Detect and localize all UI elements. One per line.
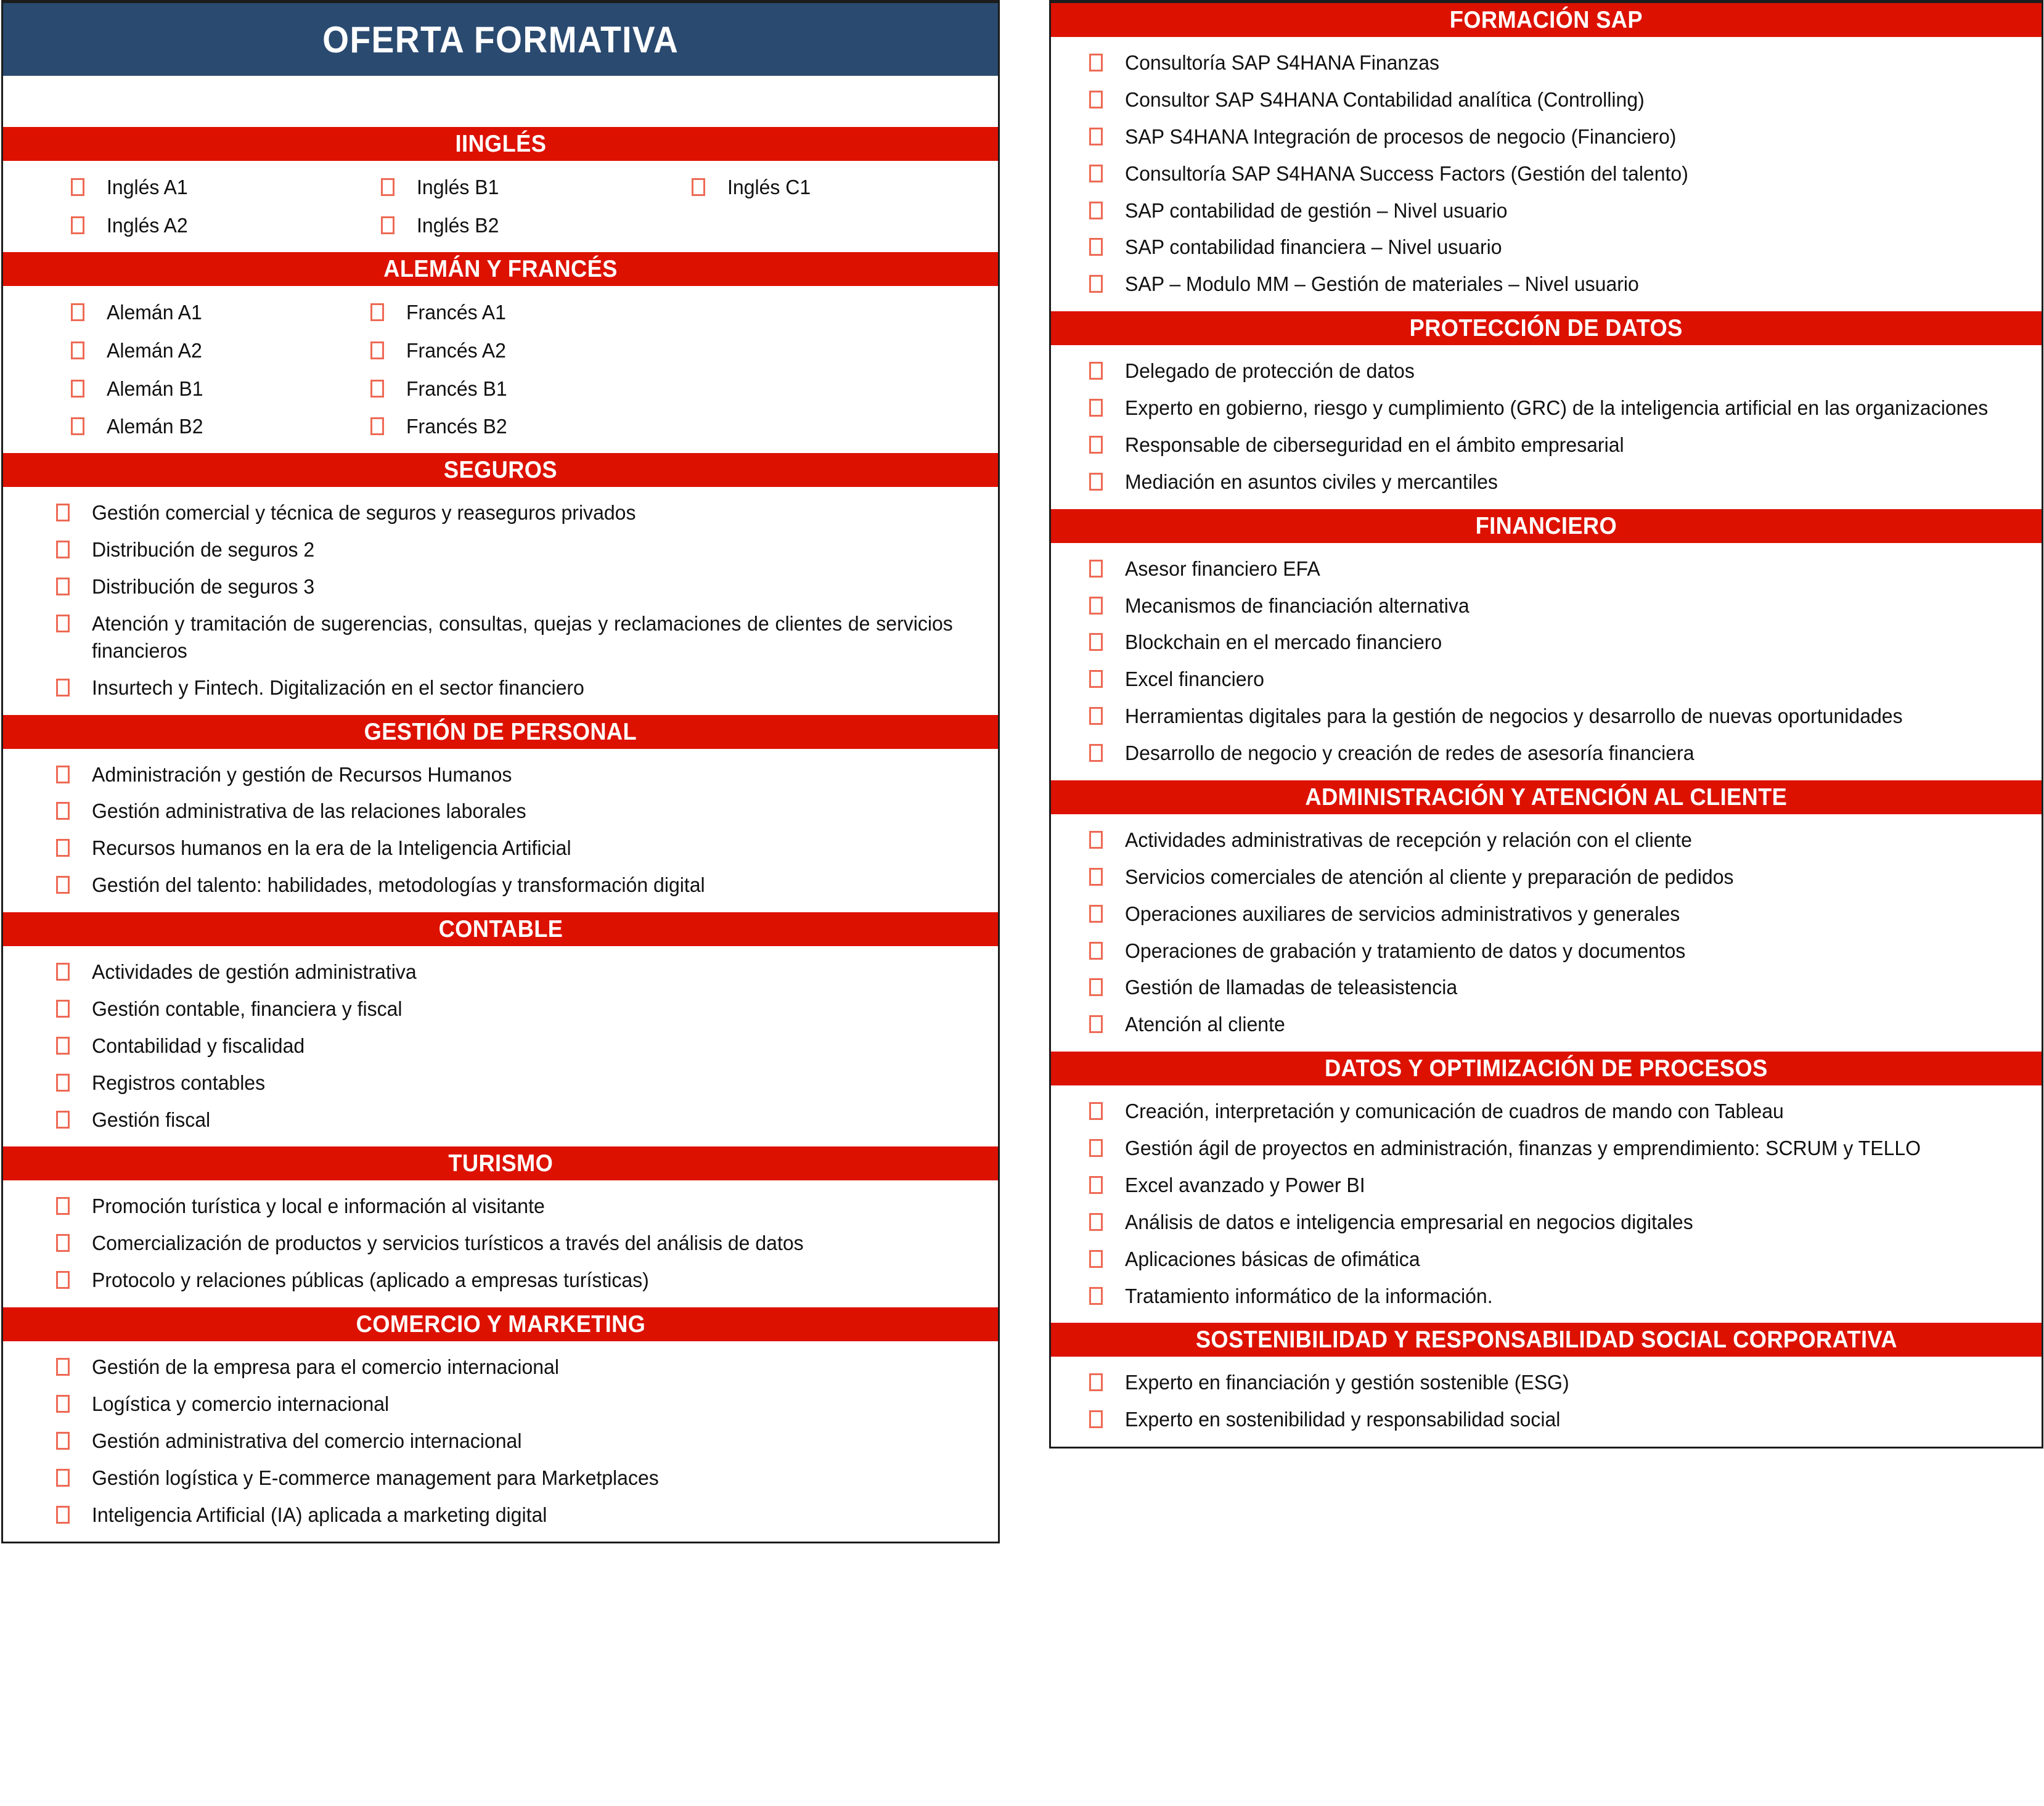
list-item-label: Asesor financiero EFA [1125, 557, 1320, 580]
checkbox-icon[interactable] [56, 615, 70, 632]
list-item-label: Servicios comerciales de atención al cliente y preparación de pedidos [1125, 865, 1734, 888]
section-items [1051, 345, 2042, 509]
list-item[interactable] [3, 568, 998, 605]
section-formacion-sap [1051, 3, 2042, 311]
checkbox-icon[interactable] [56, 504, 70, 521]
checkbox-icon[interactable] [1089, 436, 1103, 454]
left-sections-container [3, 127, 998, 1542]
section-header-datos-y-optimizacion-de-procesos [1051, 1052, 2042, 1085]
checkbox-icon[interactable] [71, 417, 84, 435]
checkbox-icon[interactable] [56, 1074, 70, 1092]
checkbox-icon[interactable] [56, 802, 70, 820]
list-item-label: Operaciones de grabación y tratamiento de datos y documentos [1125, 939, 1686, 962]
list-item[interactable] [3, 1386, 998, 1423]
grid-item[interactable] [367, 370, 666, 408]
list-item-label: Operaciones auxiliares de servicios administrativos y generales [1125, 902, 1680, 925]
grid-item[interactable] [3, 407, 367, 446]
list-item-label: Comercialización de productos y servicios turísticos a través del análisis de datos [92, 1232, 804, 1255]
list-item[interactable] [1051, 1204, 2042, 1241]
list-item[interactable] [1051, 1364, 2042, 1401]
checkbox-icon[interactable] [1089, 1213, 1103, 1231]
list-item-label: Gestión administrativa del comercio internacional [92, 1429, 522, 1452]
list-item-label: Logística y comercio internacional [92, 1392, 390, 1415]
list-item[interactable] [3, 830, 998, 867]
list-item-label: Delegado de protección de datos [1125, 359, 1415, 383]
checkbox-icon[interactable] [1089, 744, 1103, 762]
list-item-label: Excel financiero [1125, 668, 1264, 691]
list-item[interactable] [1051, 81, 2042, 118]
grid-row [3, 293, 998, 332]
checkbox-icon[interactable] [1089, 942, 1103, 960]
checkbox-icon[interactable] [1089, 978, 1103, 996]
checkbox-icon[interactable] [381, 216, 394, 234]
grid-item[interactable] [3, 370, 367, 408]
list-item[interactable] [1051, 155, 2042, 192]
section-items [1051, 543, 2042, 780]
checkbox-icon[interactable] [1089, 275, 1103, 293]
checkbox-icon[interactable] [1089, 560, 1103, 578]
checkbox-icon[interactable] [71, 303, 84, 321]
section-header-label: GESTIÓN DE PERSONAL [364, 718, 637, 745]
list-item[interactable] [3, 669, 998, 706]
list-item[interactable] [1051, 822, 2042, 859]
checkbox-icon[interactable] [1089, 1287, 1103, 1305]
page-title: OFERTA FORMATIVA [322, 18, 679, 60]
list-item-label: Desarrollo de negocio y creación de redes de asesoría financiera [1125, 742, 1694, 764]
list-item[interactable] [3, 605, 998, 669]
grid-item-label: Inglés A2 [107, 213, 188, 237]
list-item-label: Insurtech y Fintech. Digitalización en el sector financiero [92, 676, 584, 699]
grid-item[interactable] [377, 206, 687, 245]
list-item[interactable] [3, 1225, 998, 1262]
list-item-label: Contabilidad y fiscalidad [92, 1034, 305, 1057]
section-header-label: FINANCIERO [1475, 512, 1617, 539]
section-items [1051, 814, 2042, 1052]
grid-item-empty [688, 206, 998, 245]
list-item[interactable] [1051, 1167, 2042, 1204]
checkbox-icon[interactable] [56, 1197, 70, 1215]
list-item[interactable] [3, 954, 998, 991]
list-item[interactable] [3, 494, 998, 531]
list-item[interactable] [1051, 118, 2042, 155]
list-item-label: Experto en gobierno, riesgo y cumplimiento (GRC) de la inteligencia artificial en las organizaciones [1125, 396, 1989, 419]
list-item[interactable] [1051, 464, 2042, 501]
checkbox-icon[interactable] [56, 1432, 70, 1450]
checkbox-icon[interactable] [370, 417, 384, 435]
grid-item-label: Inglés A1 [107, 176, 188, 198]
section-header-contable [3, 912, 998, 946]
list-item-label: Consultoría SAP S4HANA Success Factors (Gestión del talento) [1125, 161, 1688, 185]
list-item[interactable] [1051, 390, 2042, 427]
checkbox-icon[interactable] [1089, 831, 1103, 849]
grid-item[interactable] [367, 332, 666, 370]
section-grid [3, 161, 998, 252]
checkbox-icon[interactable] [56, 679, 70, 697]
checkbox-icon[interactable] [1089, 1410, 1103, 1428]
list-item[interactable] [1051, 1241, 2042, 1278]
checkbox-icon[interactable] [56, 1506, 70, 1524]
list-item[interactable] [1051, 933, 2042, 970]
list-item[interactable] [1051, 1130, 2042, 1167]
checkbox-icon[interactable] [1089, 633, 1103, 651]
checkbox-icon[interactable] [1089, 1176, 1103, 1194]
list-item[interactable] [1051, 44, 2042, 81]
section-header-label: SOSTENIBILIDAD Y RESPONSABILIDAD SOCIAL CORPORATIVA [1195, 1326, 1897, 1354]
grid-item[interactable] [367, 293, 666, 332]
list-item-label: Excel avanzado y Power BI [1125, 1173, 1365, 1196]
list-item[interactable] [3, 991, 998, 1028]
list-item[interactable] [1051, 624, 2042, 661]
section-sostenibilidad-y-responsabilidad-social-corporat [1051, 1323, 2042, 1447]
checkbox-icon[interactable] [71, 380, 84, 398]
checkbox-icon[interactable] [56, 578, 70, 595]
checkbox-icon[interactable] [56, 766, 70, 783]
section-items [3, 946, 998, 1146]
checkbox-icon[interactable] [1089, 165, 1103, 182]
checkbox-icon[interactable] [56, 1111, 70, 1129]
checkbox-icon[interactable] [1089, 868, 1103, 886]
list-item[interactable] [3, 1497, 998, 1534]
column-gap [1000, 0, 1049, 6]
list-item[interactable] [3, 531, 998, 568]
list-item[interactable] [1051, 550, 2042, 587]
section-items [3, 1180, 998, 1307]
list-item-label: Recursos humanos en la era de la Inteligencia Artificial [92, 836, 571, 860]
list-item-label: Tratamiento informático de la información. [1125, 1284, 1493, 1307]
checkbox-icon[interactable] [1089, 707, 1103, 725]
list-item-label: Gestión contable, financiera y fiscal [92, 997, 403, 1020]
checkbox-icon[interactable] [56, 541, 70, 558]
checkbox-icon[interactable] [1089, 128, 1103, 145]
section-proteccion-de-datos [1051, 311, 2042, 509]
checkbox-icon[interactable] [56, 1271, 70, 1289]
list-item-label: Creación, interpretación y comunicación de cuadros de mando con Tableau [1125, 1100, 1784, 1123]
checkbox-icon[interactable] [71, 178, 84, 196]
list-item-label: Mecanismos de financiación alternativa [1125, 594, 1470, 617]
list-item[interactable] [1051, 698, 2042, 735]
grid-item-label: Inglés B1 [417, 176, 499, 198]
list-item[interactable] [1051, 427, 2042, 464]
list-item-label: Distribución de seguros 3 [92, 575, 315, 598]
list-item-label: SAP contabilidad financiera – Nivel usuario [1125, 235, 1502, 259]
grid-row [3, 206, 998, 245]
section-header-iingles [3, 127, 998, 161]
checkbox-icon[interactable] [1089, 1015, 1103, 1033]
section-comercio-y-marketing [3, 1307, 998, 1542]
list-item-label: Experto en sostenibilidad y responsabilidad social [1125, 1408, 1561, 1431]
list-item-label: Gestión comercial y técnica de seguros y reaseguros privados [92, 501, 636, 525]
section-header-administracion-y-atencion-al-cliente [1051, 780, 2042, 814]
section-items [1051, 1085, 2042, 1323]
list-item[interactable] [3, 793, 998, 830]
right-column [1049, 0, 2043, 1448]
list-item[interactable] [3, 1262, 998, 1299]
checkbox-icon[interactable] [1089, 1139, 1103, 1157]
list-item-label: SAP contabilidad de gestión – Nivel usuario [1125, 198, 1508, 222]
list-item-label: Gestión ágil de proyectos en administración, finanzas y emprendimiento: SCRUM y TELLO [1125, 1137, 1921, 1159]
checkbox-icon[interactable] [56, 1469, 70, 1487]
title-spacer [3, 76, 998, 127]
section-header-label: DATOS Y OPTIMIZACIÓN DE PROCESOS [1325, 1055, 1768, 1082]
checkbox-icon[interactable] [370, 303, 384, 321]
section-header-label: ALEMÁN Y FRANCÉS [383, 255, 618, 282]
list-item[interactable] [3, 1460, 998, 1497]
list-item-label: Gestión del talento: habilidades, metodologías y transformación digital [92, 873, 705, 897]
checkbox-icon[interactable] [1089, 238, 1103, 256]
list-item[interactable] [1051, 661, 2042, 698]
section-header-seguros [3, 453, 998, 487]
checkbox-icon[interactable] [1089, 202, 1103, 219]
list-item[interactable] [3, 1423, 998, 1460]
checkbox-icon[interactable] [56, 1000, 70, 1018]
grid-item[interactable] [3, 332, 367, 370]
list-item-label: Administración y gestión de Recursos Humanos [92, 762, 512, 786]
section-header-aleman-y-frances [3, 252, 998, 286]
list-item[interactable] [1051, 353, 2042, 390]
grid-item-label: Alemán A1 [107, 300, 202, 324]
list-item-label: SAP – Modulo MM – Gestión de materiales – Nivel usuario [1125, 272, 1639, 296]
checkbox-icon[interactable] [1089, 399, 1103, 417]
grid-item-label: Alemán B1 [107, 377, 203, 400]
section-seguros [3, 453, 998, 714]
grid-row [3, 370, 998, 408]
grid-item[interactable] [3, 168, 377, 206]
checkbox-icon[interactable] [56, 1037, 70, 1055]
checkbox-icon[interactable] [1089, 1102, 1103, 1120]
section-items [3, 749, 998, 913]
section-header-financiero [1051, 509, 2042, 543]
checkbox-icon[interactable] [370, 341, 384, 359]
grid-item[interactable] [688, 168, 998, 206]
list-item-label: Atención al cliente [1125, 1013, 1285, 1036]
list-item-label: Consultor SAP S4HANA Contabilidad analítica (Controlling) [1125, 88, 1645, 111]
checkbox-icon[interactable] [1089, 473, 1103, 491]
list-item-label: Gestión de la empresa para el comercio internacional [92, 1355, 559, 1378]
grid-item-label: Alemán B2 [107, 415, 203, 438]
grid-item-label: Francés B1 [406, 377, 507, 400]
section-header-label: FORMACIÓN SAP [1449, 7, 1643, 33]
section-header-label: SEGUROS [444, 457, 557, 484]
list-item[interactable] [1051, 1278, 2042, 1315]
checkbox-icon[interactable] [1089, 54, 1103, 72]
section-header-comercio-y-marketing [3, 1307, 998, 1341]
list-item[interactable] [1051, 859, 2042, 896]
section-iingles [3, 127, 998, 252]
grid-item-label: Inglés B2 [417, 213, 499, 237]
list-item-label: Registros contables [92, 1071, 266, 1094]
list-item-label: Promoción turística y local e información al visitante [92, 1195, 545, 1218]
left-column [1, 0, 1000, 1543]
list-item[interactable] [1051, 1093, 2042, 1130]
grid-item[interactable] [3, 206, 377, 245]
list-item[interactable] [3, 756, 998, 793]
list-item[interactable] [3, 867, 998, 904]
list-item-label: Consultoría SAP S4HANA Finanzas [1125, 51, 1440, 74]
section-datos-y-optimizacion-de-procesos [1051, 1052, 2042, 1323]
checkbox-icon[interactable] [56, 1395, 70, 1413]
list-item[interactable] [3, 1349, 998, 1386]
list-item-label: Actividades administrativas de recepción y relación con el cliente [1125, 828, 1692, 851]
list-item[interactable] [3, 1188, 998, 1225]
checkbox-icon[interactable] [1089, 1373, 1103, 1391]
section-header-label: COMERCIO Y MARKETING [356, 1311, 645, 1338]
grid-item-label: Francés A1 [406, 300, 506, 324]
list-item-label: Gestión de llamadas de teleasistencia [1125, 976, 1458, 999]
section-items [3, 1341, 998, 1542]
checkbox-icon[interactable] [370, 380, 384, 398]
grid-row [3, 332, 998, 370]
section-gestion-de-personal [3, 715, 998, 913]
checkbox-icon[interactable] [1089, 1250, 1103, 1268]
section-aleman-y-frances [3, 252, 998, 454]
section-header-sostenibilidad-y-responsabilidad-social-corporat [1051, 1323, 2042, 1357]
section-header-label: IINGLÉS [455, 131, 546, 157]
list-item-label: Gestión administrativa de las relaciones laborales [92, 799, 526, 823]
section-header-proteccion-de-datos [1051, 311, 2042, 345]
checkbox-icon[interactable] [381, 178, 394, 196]
list-item[interactable] [1051, 969, 2042, 1006]
section-items [1051, 1357, 2042, 1447]
checkbox-icon[interactable] [1089, 597, 1103, 615]
list-item[interactable] [3, 1028, 998, 1064]
section-header-formacion-sap [1051, 3, 2042, 37]
list-item-label: SAP S4HANA Integración de procesos de negocio (Financiero) [1125, 125, 1677, 148]
checkbox-icon[interactable] [1089, 362, 1103, 380]
list-item[interactable] [1051, 735, 2042, 772]
checkbox-icon[interactable] [1089, 670, 1103, 688]
list-item[interactable] [3, 1064, 998, 1101]
grid-item[interactable] [367, 407, 666, 446]
section-items [1051, 37, 2042, 311]
section-header-gestion-de-personal [3, 715, 998, 749]
list-item[interactable] [1051, 587, 2042, 624]
right-sections-container [1051, 3, 2042, 1447]
list-item-label: Actividades de gestión administrativa [92, 960, 417, 983]
list-item-label: Herramientas digitales para la gestión de negocios y desarrollo de nuevas oportunidades [1125, 705, 1903, 728]
grid-row [3, 407, 998, 446]
checkbox-icon[interactable] [56, 963, 70, 981]
checkbox-icon[interactable] [56, 876, 70, 894]
list-item[interactable] [3, 1101, 998, 1138]
list-item[interactable] [1051, 1006, 2042, 1043]
list-item-label: Gestión logística y E-commerce management para Marketplaces [92, 1466, 659, 1489]
section-header-label: TURISMO [448, 1150, 553, 1177]
checkbox-icon[interactable] [56, 1358, 70, 1376]
page-title-banner [3, 3, 998, 76]
section-items [3, 487, 998, 714]
list-item-label: Atención y tramitación de sugerencias, consultas, quejas y reclamaciones de clientes de servicios financieros [92, 611, 953, 662]
list-item-label: Aplicaciones básicas de ofimática [1125, 1247, 1420, 1270]
list-item-label: Experto en financiación y gestión sostenible (ESG) [1125, 1371, 1569, 1394]
list-item-label: Distribución de seguros 2 [92, 538, 315, 562]
grid-row [3, 168, 998, 206]
list-item[interactable] [1051, 192, 2042, 229]
list-item-label: Inteligencia Artificial (IA) aplicada a marketing digital [92, 1503, 547, 1526]
checkbox-icon[interactable] [1089, 905, 1103, 923]
grid-item[interactable] [377, 168, 687, 206]
grid-item-label: Francés A2 [406, 338, 506, 362]
list-item[interactable] [1051, 1401, 2042, 1438]
section-header-label: ADMINISTRACIÓN Y ATENCIÓN AL CLIENTE [1305, 783, 1788, 811]
section-grid [3, 286, 998, 454]
list-item[interactable] [1051, 896, 2042, 933]
section-financiero [1051, 509, 2042, 780]
section-contable [3, 912, 998, 1146]
checkbox-icon[interactable] [56, 1234, 70, 1252]
list-item[interactable] [1051, 266, 2042, 303]
section-turismo [3, 1146, 998, 1307]
section-administracion-y-atencion-al-cliente [1051, 780, 2042, 1052]
list-item-label: Protocolo y relaciones públicas (aplicado a empresas turísticas) [92, 1269, 649, 1292]
list-item-label: Blockchain en el mercado financiero [1125, 631, 1442, 654]
section-header-turismo [3, 1146, 998, 1180]
grid-item-label: Francés B2 [406, 415, 507, 438]
grid-item-label: Inglés C1 [727, 176, 811, 198]
list-item-label: Responsable de ciberseguridad en el ámbito empresarial [1125, 433, 1624, 456]
section-header-label: PROTECCIÓN DE DATOS [1409, 315, 1683, 342]
checkbox-icon[interactable] [56, 839, 70, 857]
checkbox-icon[interactable] [71, 216, 84, 234]
list-item[interactable] [1051, 229, 2042, 266]
checkbox-icon[interactable] [1089, 91, 1103, 108]
checkbox-icon[interactable] [71, 341, 84, 359]
list-item-label: Análisis de datos e inteligencia empresarial en negocios digitales [1125, 1210, 1693, 1233]
list-item-label: Gestión fiscal [92, 1108, 211, 1131]
grid-item-label: Alemán A2 [107, 338, 202, 362]
section-header-label: CONTABLE [438, 916, 563, 942]
grid-item[interactable] [3, 293, 367, 332]
checkbox-icon[interactable] [692, 178, 705, 196]
list-item-label: Mediación en asuntos civiles y mercantiles [1125, 470, 1498, 493]
